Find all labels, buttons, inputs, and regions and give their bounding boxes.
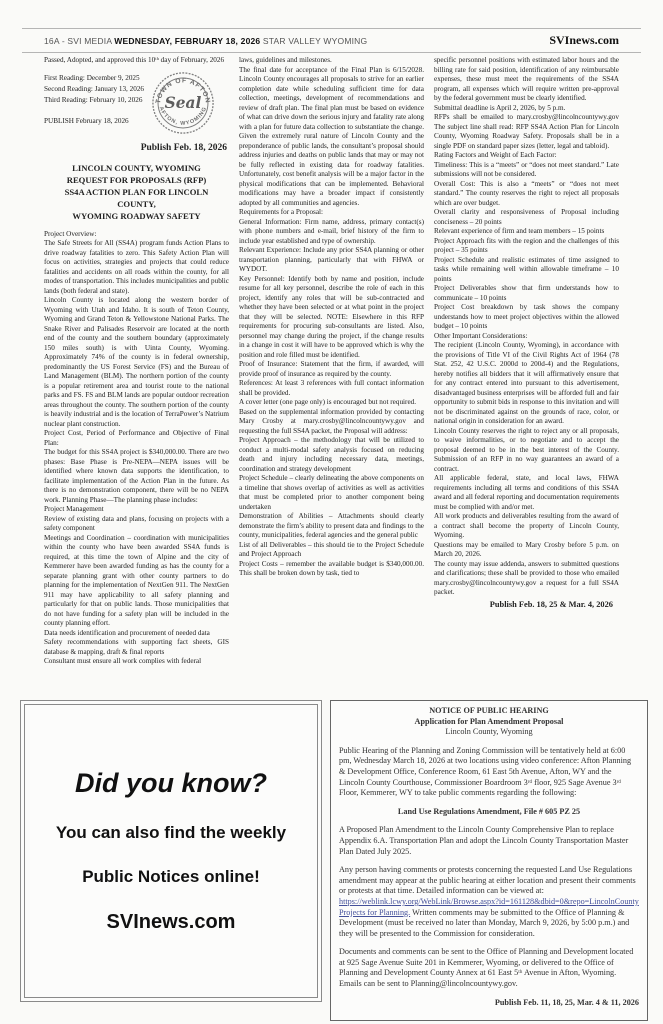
notice-paragraph: Based on the supplemental information provided by contacting Mary Crosby at mary.crosby@lincolncountywy.gov and requesting the full SS4A packet, the Proposal will address: [239,407,424,435]
notice-paragraph: Relevant experience of firm and team members – 15 points [434,227,605,235]
notice-paragraph: The Safe Streets for All (SS4A) program funds Action Plans to drive roadway fatalities to zero. This Safety Action Plan will focus on activities, strategies and projects that could reduce fatalities and accidents on all roads within the county, for all modes of transportation. This includes municipalities and public lands (both federal and state). [44,239,229,295]
notice-paragraph: Consultant must ensure all work complies with federal [44,657,202,665]
notice-paragraph: Meetings and Coordination – coordination with municipalities within the county who have been awarded SS4A funds is required, at this time the town of Alpine and the city of Kemmerer have been awarded funding as has the county for a separate planning grant with other county partners to do planning for the implementation of NextGen 911. The NextGen 911 may have applicability to all safety planning and particularly for that on public lands. Those municipalities that do not have funding for a safety plan will be included in the county planning effort. [44,533,229,627]
notice-paragraph: Demonstration of Abilities – Attachments should clearly demonstrate the firm’s ability to present data and findings to the county, municipalities, federal agencies and the general public [239,512,424,539]
notice-paragraph: Other Important Considerations: [434,331,528,340]
rfp-title-line: LINCOLN COUNTY, WYOMING [72,162,201,173]
public-hearing-notice [330,700,648,1021]
rfp-title-line: REQUEST FOR PROPOSALS (RFP) [66,174,207,185]
notice-paragraph: Overall Cost: This is also a “meets” or “does not meet standard.” The county reserves the right to reject all proposals which are over budget. [434,179,619,207]
ad-headline: Did you know? [75,768,267,798]
notice-paragraph: All applicable federal, state, and local laws, FHWA requirements including all terms and conditions of this SS4A award and all federal reporting and documentation requirements must be complied with and/or met. [434,474,619,511]
hearing-paragraph-text: . [515,979,518,989]
hearing-title: NOTICE OF PUBLIC HEARING [429,706,549,715]
reading-line: Third Reading: February 10, 2026 [44,95,143,104]
notice-paragraph: Project Cost breakdown by task shows the company understands how to meet project objectives within the allowed budget – 10 points [434,303,619,330]
notice-paragraph: Project Deliverables show that firm understands how to communicate – 10 points [434,284,619,302]
planning-email: Planning@lincolncountywy.gov [410,979,516,989]
notice-paragraph: Overall clarity and responsiveness of Proposal including conciseness – 20 points [434,208,619,226]
notice-paragraph: Project Approach – the methodology that will be utilized to conduct a multi-modal safety analysis focused on reducing death and injury including necessary data, meetings, coordination and strategy development [239,436,424,473]
seal-top-text: TOWN OF AFTON [154,76,212,104]
weblink-url[interactable]: https://weblink.lcwy.org/WebLink/Browse.aspx?id=161128&dbid=0&repo=LincolnCounty Projects for Planning. [339,896,639,917]
ad-line: You can also find the weekly [55,823,287,842]
notice-paragraph: Safety recommendations with supporting fact sheets, GIS database & mapping, draft & final reports [44,638,229,656]
site-url: SVInews.com [549,33,619,47]
hearing-paragraph-text: Any person having comments or protests concerning the requested Land Use Regulations amendment may appear at the public hearing at either location and present their comments or protests at that time. Detailed information can be viewed at: [339,865,636,896]
notice-paragraph: specific personnel positions with estimated labor hours and the billing rate for said position, identification of any reimbursable expenses, these must meet the requirements of the SS4A program, all expenses which will require written pre-approval by the federal government must be clearly identified. [434,56,619,102]
notice-paragraph: RFPs shall be emailed to mary.crosby@lincolncountywy.gov The subject line shall read: RFP SS4A Action Plan for Lincoln County, Wyoming Roadway Safety. Proposals shall be in a single PDF on standard paper sizes (letter, legal and tabloid). [434,113,619,150]
hearing-location: Lincoln County, Wyoming [445,727,533,737]
ordinance-publish-line: PUBLISH February 18, 2026 [44,116,129,125]
rfp-title-line: SS4A ACTION PLAN FOR LINCOLN COUNTY, [64,186,209,209]
notice-paragraph: References: At least 3 references with full contact information shall be provided. [239,379,424,397]
hearing-paragraph: A Proposed Plan Amendment to the Lincoln County Comprehensive Plan to replace Appendix 6.A. Transportation Plan and adopt the Lincoln County Transportation Master Plan Dated July 2025. [339,825,629,856]
page-header [22,28,641,53]
issue-date: WEDNESDAY, FEBRUARY 18, 2026 [114,36,261,46]
notice-paragraph: The recipient (Lincoln County, Wyoming), in accordance with the provisions of Title VI of the Civil Rights Act of 1964 (78 Stat. 252, 42 U.S.C. 2000d to 200d-4) and the Regulations, hereby notifies all bidders that it will affirmatively ensure that for any contract entered into pursuant to this advertisement, disadvantaged business enterprises will be afforded full and fair opportunity to submit bids in response to this invitation and will not be discriminated against on the grounds of race, color, or national origin in consideration for an award. [434,341,619,425]
house-ad [20,700,322,1002]
notice-paragraph: Rating Factors and Weight of Each Factor: [434,151,557,159]
notice-paragraph: Project Management [44,505,104,513]
notice-paragraph: List of all Deliverables – this should tie to the Project Schedule and Project Approach [239,540,424,558]
reading-line: Second Reading: January 13, 2026 [44,84,145,93]
notice-paragraph: A cover letter (one page only) is encouraged but not required. [239,398,417,406]
notice-paragraph: The budget for this SS4A project is $340,000.00. There are two phases: Base Phase is Pre-NEPA—NEPA issues will be identified where known data supports the identification, to facilitate implementation of the Action Plan in the future. As there is no demonstration component, there will be no NEPA work. Planning Phase—The planning phase includes: [44,448,229,504]
seal-center-text: Seal [164,93,202,112]
ordinance-passed-line: Passed, Adopted, and approved this 10ᵗʰ day of February, 2026 [44,56,225,64]
region-label: STAR VALLEY WYOMING [262,36,368,46]
town-seal-icon [151,71,215,139]
hearing-paragraph [339,865,639,939]
notice-paragraph: Questions may be emailed to Mary Crosby before 5 p.m. on March 20, 2026. [434,540,619,558]
ordinance-seal-row [44,69,229,139]
hearing-paragraph-text: Written comments may be submitted to the Office of Planning & Development (must be received no later than Monday, March 9, 2026, by 5:00 p.m.) and they will be presented to the Commission for consideration. [339,907,630,938]
notice-paragraph: Project Cost, Period of Performance and Objective of Final Plan: [44,429,229,447]
seal-bottom-text: AFTON, WYOMING [157,105,209,127]
column-left [44,56,229,696]
hearing-publish-dates: Publish Feb. 11, 18, 25, Mar. 4 & 11, 2026 [494,997,639,1007]
ad-line: Public Notices online! [82,867,260,886]
hearing-paragraph [339,947,639,989]
rfp-publish-dates: Publish Feb. 18, 25 & Mar. 4, 2026 [489,599,613,609]
notice-paragraph: Project Schedule – clearly delineating the above components on a timeline that shows overlap of activities as well as activities that must be completed prior to another component being undertaken [239,474,424,511]
notice-paragraph: Project Overview: [44,229,97,238]
notice-paragraph: Key Personnel: Identify both by name and position, include resume for all key personnel, describe the role of each in this project, identify any roles that will be sub-contracted and whether they have been selected or at what point in the project that they will be selected. NOTE: Elsewhere in this RFP requirements for procuring sub-consultants are listed. Also, personnel may change during the project, if the change results in a change in cost it will have to be approved which is why the position and role filled must be identified. [239,274,424,359]
notice-paragraph: Timeliness: This is a “meets” or “does not meet standard.” Late submissions will not be considered. [434,160,619,178]
notice-paragraph: laws, guidelines and milestones. [239,56,332,64]
ad-site-url: SVInews.com [106,911,236,933]
column-right [434,56,619,696]
rfp-title-line: WYOMING ROADWAY SAFETY [72,210,201,221]
rfp-title [46,162,227,222]
hearing-paragraph-text: Documents and comments can be sent to the Office of Planning and Development located at 925 Sage Avenue Suite 201 in Kemmerer, Wyoming, or delivered to the Office of Planning and Development County Annex at 61 East 5ᵗʰ Avenue in Afton, Wyoming. Emails can be sent to [339,947,634,989]
ordinance-readings [44,69,144,127]
column-middle [239,56,424,696]
notice-paragraph: Proof of Insurance: Statement that the firm, if awarded, will provide proof of insurance as required by the county. [239,360,424,378]
notice-paragraph: Lincoln County reserves the right to reject any or all proposals, to waive informalities, or to negotiate and to accept the proposal deemed to be in the best interest of the County. Submission of an RFP in no way guarantees an award of a contract. [434,426,619,473]
hearing-subtitle: Application for Plan Amendment Proposal [414,716,564,726]
notice-paragraph: Requirements for a Proposal: [239,208,324,216]
notice-paragraph: Submittal deadline is April 2, 2026, by 5 p.m. [434,103,566,112]
hearing-file-heading: Land Use Regulations Amendment, File # 605 PZ 25 [397,806,581,816]
publish-date: Publish Feb. 18, 2026 [140,143,227,153]
notice-paragraph: All work products and deliverables resulting from the award of a contract shall become the property of Lincoln County, Wyoming. [434,512,619,539]
legal-notice-columns [44,56,619,696]
notice-paragraph: Project Approach fits with the region and the challenges of this project – 35 points [434,236,619,254]
notice-paragraph: Review of existing data and plans, focusing on projects with a safety component [44,514,229,532]
house-ad-inner [24,704,318,998]
notice-paragraph: The final date for acceptance of the Final Plan is 6/15/2028. Lincoln County encourages all proposals to strive for an earlier completion date while scheduling sufficient time for data collection, meetings, development of recommendations and review of draft plan. The final plan must be based on evidence of what can drive down the serious injury and fatality rate along with a plan for future data collection to substantiate the change. Given the extremely rural nature of Lincoln County and the preponderance of public lands, the consultant’s proposal should address injuries and deaths on public lands that may or may not be fully reflected in existing data for roadway fatalities. Unfortunately, cost benefit analysis will be a major factor in the physical modifications that can be implemented. Behavioral modifications may have a broader impact if consistently adopted by all communities and agencies. [239,65,424,207]
hearing-paragraph: Public Hearing of the Planning and Zoning Commission will be tentatively held at 6:00 pm, Wednesday March 18, 2026 at two locations using video conference: Afton Planning & Development Office, Conference Room, 61 East 5th Avenue, Afton, WY and the Lincoln County Courthouse, Commissioner Boardroom 3ʳᵈ floor, 925 Sage Avenue 3ʳᵈ Floor, Kemmerer, WY to take public comments regarding the following: [339,745,632,798]
reading-line: First Reading: December 9, 2025 [44,73,140,82]
notice-paragraph: Project Costs – remember the available budget is $340,000.00. This shall be broken down by task, tied to [239,559,424,577]
page-number: 16A - SVI MEDIA [44,36,112,46]
notice-paragraph: Lincoln County is located along the western border of Wyoming with Utah and Idaho. It is south of Teton County, Wyoming and Grand Teton & Yellowstone National Parks. The Snake River and Palisades Reservoir are located at the north end of the county and the southern boundary (approximately 150 miles south) is with Uinta County, Wyoming. Approximately 74% of the county is in federal ownership, predominantly the US Forest Service (FS) and the Bureau of Land Management (BLM). The northern portion of the county is a popular retirement area and tourist route to the national parks and FS. FS and BLM lands are popular outdoor recreation areas throughout the county. The southern portion of the county is heavily industrial and is the location of TerraPower’s Natrium nuclear plant construction. [44,296,229,428]
notice-paragraph: Project Schedule and realistic estimates of time assigned to tasks while remaining well within allowable timeframe – 10 points [434,255,619,283]
notice-paragraph: The county may issue addenda, answers to submitted questions and clarifications; these shall be provided to those who emailed mary.crosby@lincolncountywy.gov a request for a full SS4A packet. [434,559,619,596]
notice-paragraph: General Information: Firm name, address, primary contact(s) with phone numbers and e-mail, brief history of the firm to include year established and type of ownership. [239,217,424,245]
notice-paragraph: Data needs identification and procurement of needed data [44,628,210,637]
masthead-left [22,36,367,46]
notice-paragraph: Relevant Experience: Include any prior SS4A planning or other transportation planning, particularly that with FHWA or WYDOT. [239,246,424,273]
